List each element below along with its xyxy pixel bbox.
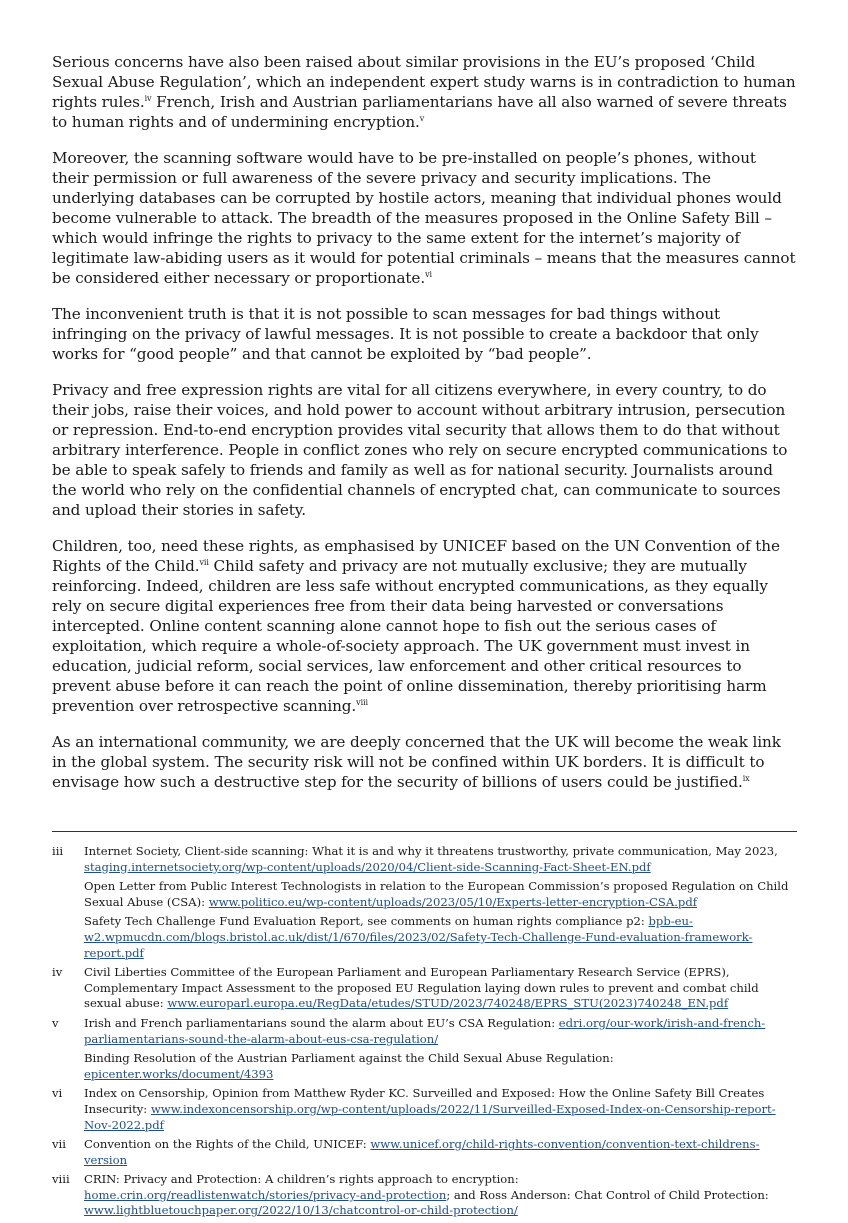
footnote-text	[84, 965, 797, 1012]
text-run: Index on Censorship, Opinion from Matthew Ryder KC. Surveilled and Exposed: How the Online Safety Bill Creates Insecurity:	[84, 1086, 765, 1116]
footnote-ref: ix	[742, 774, 750, 783]
footnote-link[interactable]: edri.org/our-work/irish-and-french-parliamentarians-sound-the-alarm-about-eus-csa-regulation/	[84, 1015, 766, 1046]
footnotes	[52, 844, 797, 1223]
footnote-item	[52, 1172, 797, 1219]
footnote-item	[52, 965, 797, 1012]
paragraph	[52, 148, 797, 288]
footnote-link[interactable]: www.unicef.org/child-rights-convention/convention-text-childrens-version	[84, 1137, 760, 1167]
body-text	[52, 52, 797, 808]
text-run: Moreover, the scanning software would have to be pre-installed on people’s phones, without their permission or full awareness of the severe privacy and security implications. The underlying databases can be corrupted by hostile actors, meaning that individual phones would become vulnerable to attack. The breadth of the measures proposed in the Online Safety Bill – which would infringe the rights to privacy to the same extent for the internet’s majority of legitimate law-abiding users as it would for potential criminals – means that the measures cannot be considered either necessary or proportionate.	[52, 149, 796, 287]
paragraph	[52, 380, 797, 520]
footnote-number: vi	[52, 1086, 63, 1101]
paragraph	[52, 536, 797, 716]
text-run: Civil Liberties Committee of the European Parliament and European Parliamentary Research Service (EPRS), Complementary Impact Assessment to the proposed EU Regulation laying down rules to prevent and combat child sexual abuse:	[84, 965, 759, 1011]
footnote-item	[52, 1051, 797, 1082]
footnote-item	[52, 914, 797, 961]
text-run: Binding Resolution of the Austrian Parliament against the Child Sexual Abuse Regulation:	[84, 1051, 614, 1066]
footnote-text	[84, 1016, 797, 1047]
text-run: Irish and French parliamentarians sound the alarm about EU’s CSA Regulation:	[84, 1015, 559, 1030]
text-run: Child safety and privacy are not mutually exclusive; they are mutually reinforcing. Indeed, children are less safe without encrypted communications, as they equally rely on secure digital experiences free from their data being harvested or conversations intercepted. Online content scanning alone cannot hope to fish out the serious cases of exploitation, which require a whole-of-society approach. The UK government must invest in education, judicial reform, social services, law enforcement and other critical resources to prevent abuse before it can reach the point of online dissemination, thereby prioritising harm prevention over retrospective scanning.	[52, 557, 768, 715]
footnote-text	[84, 914, 797, 961]
text-run: Open Letter from Public Interest Technologists in relation to the European Commission’s proposed Regulation on Child Sexual Abuse (CSA):	[84, 879, 789, 909]
text-run: Privacy and free expression rights are vital for all citizens everywhere, in every country, to do their jobs, raise their voices, and hold power to account without arbitrary intrusion, persecution or repression. End-to-end encryption provides vital security that allows them to do that without arbitrary interference. People in conflict zones who rely on secure encrypted communications to be able to speak safely to friends and family as well as for national security. Journalists around the world who rely on the confidential channels of encrypted chat, can communicate to sources and upload their stories in safety.	[52, 381, 788, 519]
footnote-item	[52, 844, 797, 875]
text-run: CRIN: Privacy and Protection: A children’s rights approach to encryption:	[84, 1172, 519, 1187]
text-run: Internet Society, Client-side scanning: What it is and why it threatens trustworthy, private communication, May 2023,	[84, 844, 778, 858]
footnote-divider	[52, 831, 797, 832]
footnote-number: iv	[52, 965, 63, 980]
footnote-link[interactable]: home.crin.org/readlistenwatch/stories/privacy-and-protection	[84, 1187, 447, 1202]
footnote-ref: vii	[199, 558, 209, 567]
footnote-link[interactable]: www.lightbluetouchpaper.org/2022/10/13/chatcontrol-or-child-protection/	[84, 1203, 518, 1218]
footnote-link[interactable]: www.indexoncensorship.org/wp-content/uploads/2022/11/Surveilled-Exposed-Index-on-Censorship-report-Nov-2022.pdf	[84, 1101, 776, 1132]
footnote-number: iii	[52, 844, 64, 858]
footnote-text	[84, 1051, 797, 1082]
footnote-text	[84, 1137, 797, 1168]
footnote-text	[84, 879, 797, 910]
footnote-item	[52, 1016, 797, 1047]
text-run: The inconvenient truth is that it is not possible to scan messages for bad things without infringing on the privacy of lawful messages. It is not possible to create a backdoor that only works for “good people” and that cannot be exploited by “bad people”.	[52, 305, 759, 363]
text-run: Safety Tech Challenge Fund Evaluation Report, see comments on human rights compliance p2:	[84, 914, 649, 929]
footnote-link[interactable]: staging.internetsociety.org/wp-content/uploads/2020/04/Client-side-Scanning-Fact-Sheet-EN.pdf	[84, 859, 651, 874]
text-run: As an international community, we are deeply concerned that the UK will become the weak link in the global system. The security risk will not be confined within UK borders. It is difficult to envisage how such a destructive step for the security of billions of users could be justified.	[52, 733, 781, 791]
paragraph	[52, 304, 797, 364]
paragraph	[52, 52, 797, 132]
footnote-link[interactable]: www.politico.eu/wp-content/uploads/2023/05/10/Experts-letter-encryption-CSA.pdf	[208, 894, 698, 909]
text-run: ; and Ross Anderson: Chat Control of Child Protection:	[446, 1187, 769, 1202]
text-run: French, Irish and Austrian parliamentarians have all also warned of severe threats to human rights and of undermining encryption.	[52, 93, 787, 131]
text-run: Serious concerns have also been raised about similar provisions in the EU’s proposed ‘Child Sexual Abuse Regulation’, which an independent expert study warns is in contradiction to human rights rules.	[52, 53, 796, 111]
footnote-text	[84, 1172, 797, 1219]
footnote-number: vii	[52, 1137, 66, 1152]
text-run: Children, too, need these rights, as emphasised by UNICEF based on the UN Convention of the Rights of the Child.	[52, 537, 780, 575]
footnote-link[interactable]: bpb-eu-w2.wpmucdn.com/blogs.bristol.ac.uk/dist/1/670/files/2023/02/Safety-Tech-Challenge-Fund-evaluation-framework-report.pdf	[84, 914, 753, 960]
text-run: Convention on the Rights of the Child, UNICEF:	[84, 1137, 371, 1152]
footnote-ref: v	[419, 114, 425, 123]
footnote-item	[52, 879, 797, 910]
footnote-text	[84, 844, 797, 875]
footnote-text	[84, 1086, 797, 1133]
footnote-ref: iv	[144, 94, 152, 103]
paragraph	[52, 732, 797, 792]
footnote-item	[52, 1137, 797, 1168]
footnote-link[interactable]: epicenter.works/document/4393	[84, 1066, 274, 1081]
footnote-number: v	[52, 1015, 59, 1030]
footnote-ref: viii	[356, 698, 368, 707]
footnote-item	[52, 1086, 797, 1133]
footnote-ref: vi	[425, 270, 432, 279]
footnote-number: viii	[52, 1172, 70, 1187]
footnote-link[interactable]: www.europarl.europa.eu/RegData/etudes/STUD/2023/740248/EPRS_STU(2023)740248_EN.pdf	[167, 996, 729, 1011]
